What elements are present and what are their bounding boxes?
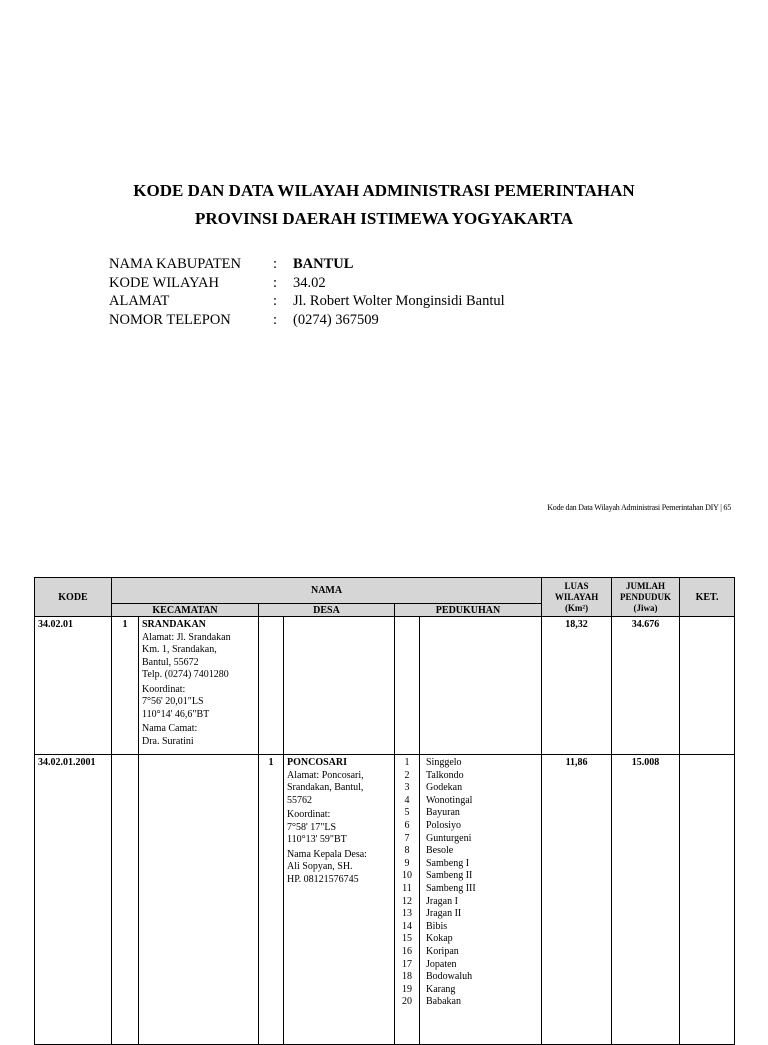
info-separator: : [273,311,278,328]
pedukuhan-numbers [395,755,419,1009]
desa-number: 1 [268,757,274,768]
pedukuhan-name: Karang [426,983,456,995]
pedukuhan-number-cell [395,617,420,755]
kode-value: 34.02.01 [38,619,73,630]
number-cell [112,755,139,1045]
table-row-kecamatan [35,617,735,755]
info-label: ALAMAT [109,293,170,309]
pedukuhan-cell [420,617,542,755]
pedukuhan-name: Babakan [426,996,461,1008]
pedukuhan-name: Singgelo [426,757,462,768]
info-value: Jl. Robert Wolter Monginsidi Bantul [293,293,505,309]
luas-value: 11,86 [565,757,588,768]
header-jumlah-line2: PENDUDUK [620,591,672,602]
document-title-line1: KODE DAN DATA WILAYAH ADMINISTRASI PEMERINTAHAN [133,181,635,200]
header-kecamatan: KECAMATAN [112,604,259,617]
pedukuhan-name: Bodowaluh [426,971,473,983]
info-separator: : [273,256,278,272]
pedukuhan-number: 5 [404,807,410,819]
kades-name: Ali Sopyan, SH. [287,861,353,872]
header-luas-line3: (Km²) [564,602,589,613]
kode-cell [35,755,112,1045]
info-row-nama-kabupaten [109,256,609,275]
pedukuhan-name: Gunturgeni [426,832,472,844]
kecamatan-alamat-line1: Alamat: Jl. Srandakan [142,631,231,643]
desa-koordinat-bt: 110°13' 59"BT [287,834,347,845]
pedukuhan-name: Jopaten [426,958,457,970]
pedukuhan-name: Polosiyo [426,819,462,831]
pedukuhan-name: Sambeng II [426,870,473,882]
jumlah-cell [612,755,680,1045]
kode-value: 34.02.01.2001 [38,757,96,768]
pedukuhan-number: 4 [404,794,410,806]
pedukuhan-number: 6 [404,819,410,831]
table-row-desa [35,755,735,1045]
pedukuhan-name: Wonotingal [426,794,473,806]
info-value: BANTUL [293,256,354,272]
kecamatan-koordinat-ls: 7°56' 20,01"LS [142,696,204,707]
header-jumlah-line3: (Jiwa) [633,602,658,613]
info-row-kode-wilayah [109,275,609,294]
ket-cell [680,755,735,1045]
desa-number-cell [259,617,284,755]
desa-cell [284,617,395,755]
kecamatan-telp: Telp. (0274) 7401280 [142,669,229,680]
camat-name: Dra. Suratini [142,735,194,747]
pedukuhan-name: Koripan [426,945,459,957]
ket-cell [680,617,735,755]
header-kode: KODE [35,578,112,617]
document-title-line2: PROVINSI DAERAH ISTIMEWA YOGYAKARTA [194,209,574,228]
pedukuhan-number: 2 [404,769,410,781]
info-value: (0274) 367509 [293,311,379,328]
desa-cell [284,755,395,1045]
pedukuhan-name: Besole [426,845,454,857]
wilayah-table [34,577,735,1045]
desa-alamat-line2: Srandakan, Bantul, [287,782,364,793]
kecamatan-details [139,617,258,750]
pedukuhan-name: Talkondo [426,769,464,781]
luas-value: 18,32 [565,619,588,630]
pedukuhan-name: Jragan II [426,908,462,920]
kecamatan-cell [139,617,259,755]
jumlah-value: 34.676 [631,619,660,630]
info-value: 34.02 [293,274,326,291]
pedukuhan-number: 1 [404,757,410,768]
header-luas-line1: LUAS [564,580,589,591]
kecamatan-koordinat-bt: 110°14' 46,6"BT [142,708,210,720]
pedukuhan-name: Godekan [426,782,463,794]
pedukuhan-number: 10 [402,870,412,882]
info-label: KODE WILAYAH [109,274,219,291]
desa-koordinat-label: Koordinat: [287,809,331,820]
kecamatan-alamat-line3: Bantul, 55672 [142,656,199,668]
pedukuhan-number: 3 [404,782,410,794]
pedukuhan-number: 13 [402,908,412,920]
pedukuhan-name: Bibis [426,920,448,932]
kecamatan-name: SRANDAKAN [142,619,206,630]
pedukuhan-name: Kokap [426,933,453,945]
info-row-nomor-telepon [109,312,609,331]
kode-cell [35,617,112,755]
pedukuhan-number: 20 [402,996,412,1008]
pedukuhan-number: 9 [404,857,410,869]
pedukuhan-cell [420,755,542,1045]
pedukuhan-name: Sambeng I [426,857,470,869]
kecamatan-alamat-line2: Km. 1, Srandakan, [142,644,217,655]
pedukuhan-number: 12 [402,895,412,907]
jumlah-cell [612,617,680,755]
pedukuhan-name: Sambeng III [426,882,476,894]
header-luas-wilayah [542,578,612,617]
info-label: NAMA KABUPATEN [109,256,242,272]
pedukuhan-number: 8 [404,845,410,857]
desa-number-cell [259,755,284,1045]
info-separator: : [273,274,278,291]
pedukuhan-number: 18 [402,971,412,983]
pedukuhan-names [420,755,541,1009]
header-luas-line2: WILAYAH [554,591,599,602]
header-jumlah-line1: JUMLAH [626,580,666,591]
pedukuhan-number: 15 [402,933,412,945]
kecamatan-koordinat-label: Koordinat: [142,683,186,695]
header-jumlah-penduduk [612,578,680,617]
luas-cell [542,617,612,755]
desa-alamat-line3: 55762 [287,794,312,806]
pedukuhan-number: 14 [402,920,412,932]
kades-label: Nama Kepala Desa: [287,848,367,860]
kades-hp: HP. 08121576745 [287,873,359,885]
pedukuhan-number: 17 [402,958,412,970]
pedukuhan-number: 11 [402,882,412,894]
pedukuhan-name: Bayuran [426,807,460,819]
header-pedukuhan: PEDUKUHAN [395,604,542,617]
info-label: NOMOR TELEPON [109,311,231,328]
header-ket: KET. [680,578,735,617]
header-desa: DESA [259,604,395,617]
pedukuhan-number: 7 [404,832,410,844]
jumlah-value: 15.008 [631,757,660,768]
info-separator: : [273,293,278,309]
desa-name: PONCOSARI [287,757,348,768]
pedukuhan-name: Jragan I [426,895,458,907]
desa-details [284,755,394,888]
pedukuhan-number: 19 [402,983,412,995]
pedukuhan-number: 16 [402,945,412,957]
kecamatan-cell [139,755,259,1045]
header-nama: NAMA [112,578,542,604]
kabupaten-info [109,256,609,330]
desa-koordinat-ls: 7°58' 17"LS [287,821,337,833]
luas-cell [542,755,612,1045]
number-cell [112,617,139,755]
camat-label: Nama Camat: [142,723,198,734]
info-row-alamat [109,293,609,312]
pedukuhan-number-cell [395,755,420,1045]
kecamatan-number: 1 [122,619,128,630]
page-footer: Kode dan Data Wilayah Administrasi Pemerintahan DIY | 65 [547,503,731,512]
desa-alamat-line1: Alamat: Poncosari, [287,769,364,781]
